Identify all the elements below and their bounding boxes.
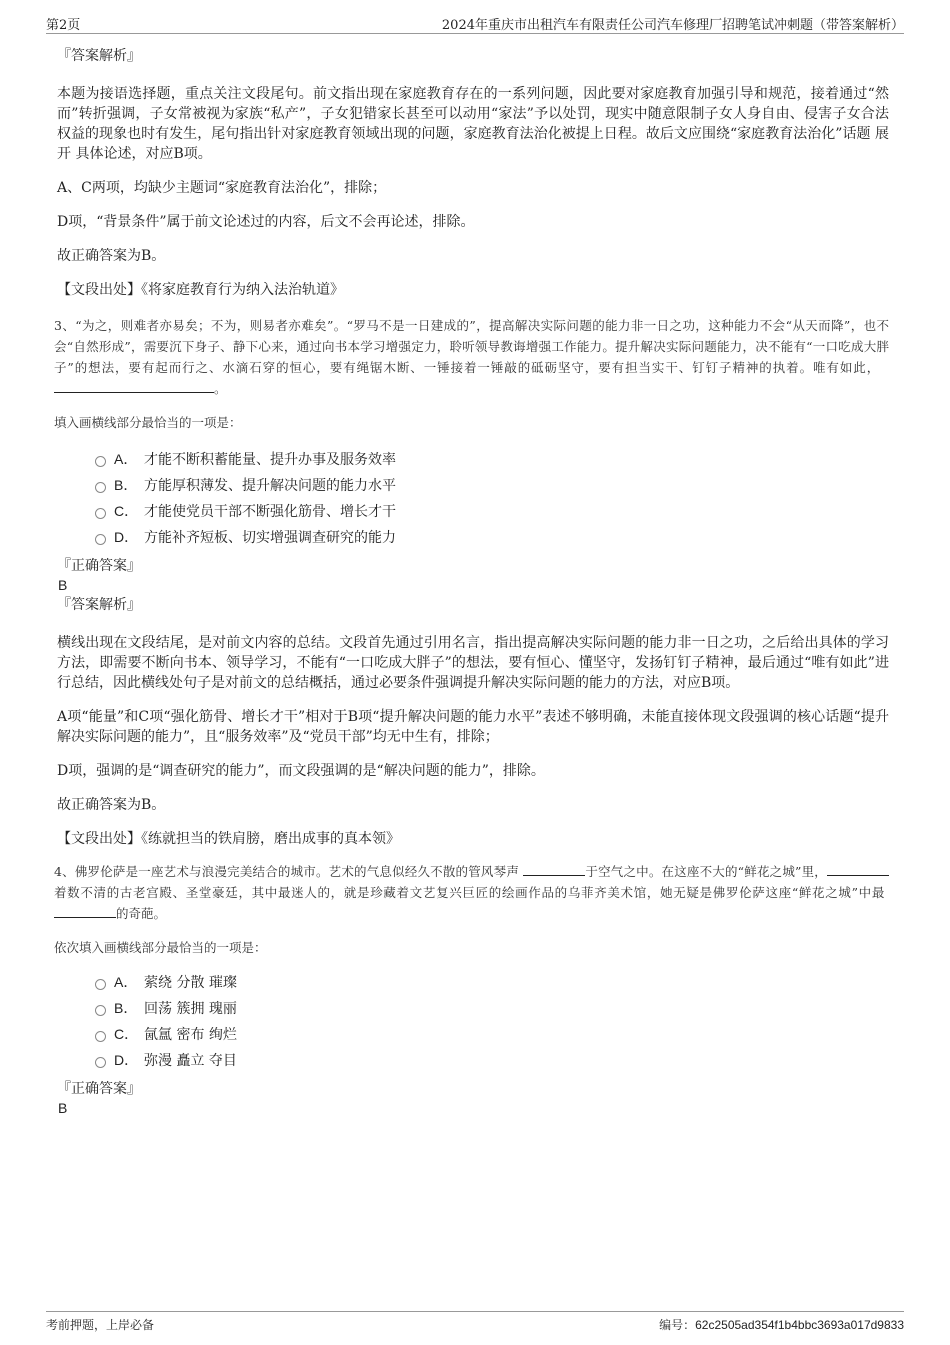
q2-analysis-text: 本题为接语选择题，重点关注文段尾句。前文指出现在家庭教育存在的一系列问题，因此要对家庭教育加强引导和规范，接着通过“然而”转折强调，子女常被视为家族“私产”，子女犯错家长甚至可以动用“家法”予以处罚，现实中随意限制子女人身自由、侵害子女合法权益的现象也时有发生，尾句指出针对家庭教育领域出现的问题，家庭教育法治化被提上日程。故后文应围绕“家庭教育法治化”话题 展开 具体论述，对应B项。 (57, 86, 889, 162)
radio-icon[interactable] (95, 456, 106, 467)
q3-answer-label: 『正确答案』 (57, 558, 141, 574)
footer-code-label: 编号： (659, 1318, 696, 1332)
radio-icon[interactable] (95, 508, 106, 519)
q4-option-c[interactable]: C． 氤氲 密布 绚烂 (95, 1021, 889, 1047)
footer-code (659, 1316, 904, 1333)
q4-options (95, 969, 889, 1073)
q4-blank-2 (827, 862, 889, 876)
q3-analysis-d: D项，强调的是“调查研究的能力”，而文段强调的是“解决问题的能力”，排除。 (57, 763, 545, 779)
q3-options (95, 446, 889, 550)
page-header (46, 13, 904, 34)
q3-analysis-ac: A项“能量”和C项“强化筋骨、增长才干”相对于B项“提升解决问题的能力水平”表述不够明确，未能直接体现文段强调的核心话题“提升解决实际问题的能力”，且“服务效率”及“党员干部”均无中生有，排除； (57, 709, 889, 745)
q3-stem-text: 3、“为之，则难者亦易矣；不为，则易者亦难矣”。“罗马不是一日建成的”，提高解决实际问题的能力非一日之功，这种能力不会“从天而降”，也不会“自然形成”，需要沉下身子、静下心来，通过向书本学习增强定力，聆听领导教诲增强工作能力。提升解决实际问题能力，决不能有“一口吃成大胖子”的想法，要有起而行之、水滴石穿的恒心，要有绳锯木断、一锤接着一锤敲的砥砺坚守，要有担当实干、钉钉子精神的执着。唯有如此， (54, 318, 889, 375)
q4-option-b[interactable]: B． 回荡 簇拥 瑰丽 (95, 995, 889, 1021)
q3-source: 【文段出处】《练就担当的铁肩膀，磨出成事的真本领》 (57, 831, 400, 847)
q3-option-d[interactable]: D． 方能补齐短板、切实增强调查研究的能力 (95, 524, 889, 550)
page-footer (46, 1311, 904, 1334)
q3-analysis-text: 横线出现在文段结尾，是对前文内容的总结。文段首先通过引用名言，指出提高解决实际问题的能力非一日之功，之后给出具体的学习方法，即需要不断向书本、领导学习，不能有“一口吃成大胖子”的想法，要有恒心、懂坚守，发扬钉钉子精神，最后通过“唯有如此”进行总结，因此横线处句子是对前文的总结概括，通过必要条件强调提升解决实际问题的能力的方法，对应B项。 (57, 635, 889, 691)
radio-icon[interactable] (95, 534, 106, 545)
radio-icon[interactable] (95, 1005, 106, 1016)
q3-stem (54, 315, 889, 399)
q2-analysis-d: D项，“背景条件”属于前文论述过的内容，后文不会再论述，排除。 (57, 214, 475, 230)
footer-code-value: 62c2505ad354f1b4bbc3693a017d9833 (695, 1318, 904, 1332)
q3-option-a[interactable]: A． 才能不断积蓄能量、提升办事及服务效率 (95, 446, 889, 472)
page-content (54, 42, 889, 1117)
q4-blank-3 (54, 904, 116, 918)
q4-answer: B (58, 1100, 68, 1116)
q3-option-b[interactable]: B． 方能厚积薄发、提升解决问题的能力水平 (95, 472, 889, 498)
q4-stem: 4、佛罗伦萨是一座艺术与浪漫完美结合的城市。艺术的气息似经久不散的管风琴声 于空气之中。在这座不大的“鲜花之城”里，着数不清的古老宫殿、圣堂豪廷，其中最迷人的，就是珍藏着文艺复兴巨匠的绘画作品的乌菲齐美术馆，她无疑是佛罗伦萨这座“鲜花之城”中最 的奇葩。 (54, 861, 889, 924)
q4-option-a[interactable]: A． 萦绕 分散 璀璨 (95, 969, 889, 995)
q2-analysis-ac: A、C两项，均缺少主题词“家庭教育法治化”，排除； (57, 180, 387, 196)
radio-icon[interactable] (95, 1057, 106, 1068)
q2-source: 【文段出处】《将家庭教育行为纳入法治轨道》 (57, 282, 344, 298)
page-number: 第2页 (46, 18, 81, 33)
q2-analysis-label: 『答案解析』 (57, 48, 141, 64)
q2-conclusion: 故正确答案为B。 (57, 248, 166, 264)
q4-option-d[interactable]: D． 弥漫 矗立 夺目 (95, 1047, 889, 1073)
q3-option-c[interactable]: C． 才能使党员干部不断强化筋骨、增长才干 (95, 498, 889, 524)
q3-blank (54, 379, 214, 393)
q4-ask: 依次填入画横线部分最恰当的一项是： (54, 940, 267, 955)
q3-answer: B (58, 577, 68, 593)
document-title: 2024年重庆市出租汽车有限责任公司汽车修理厂招聘笔试冲刺题（带答案解析） (441, 18, 904, 33)
radio-icon[interactable] (95, 979, 106, 990)
q4-answer-label: 『正确答案』 (57, 1081, 141, 1097)
q3-conclusion: 故正确答案为B。 (57, 797, 166, 813)
radio-icon[interactable] (95, 1031, 106, 1042)
footer-motto: 考前押题，上岸必备 (46, 1318, 155, 1332)
q4-blank-1 (523, 862, 585, 876)
q3-analysis-label: 『答案解析』 (57, 597, 141, 613)
q3-stem-end: 。 (214, 381, 227, 396)
q3-ask: 填入画横线部分最恰当的一项是： (54, 415, 242, 430)
radio-icon[interactable] (95, 482, 106, 493)
